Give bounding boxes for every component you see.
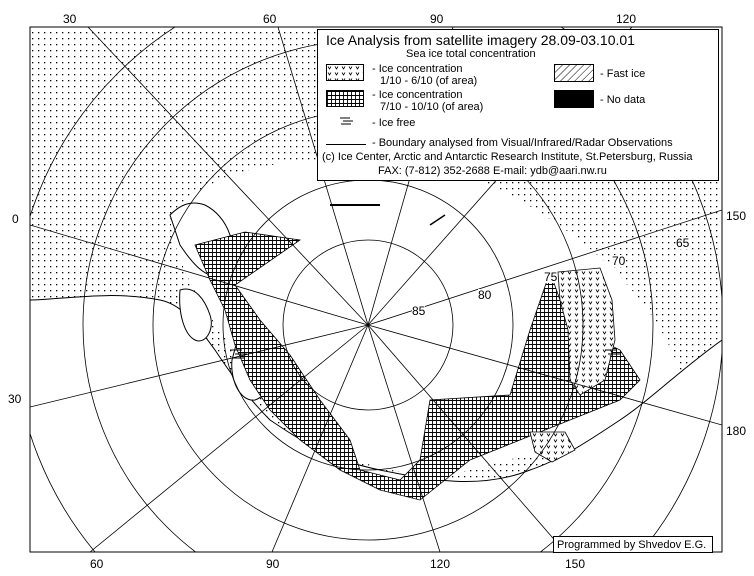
legend-high-line2: 7/10 - 10/10 (of area) [380,101,484,113]
legend-no-data: - No data [600,94,646,106]
no-data-swatch [554,90,594,108]
legend-high-line1: - Ice concentration [372,89,463,101]
legend-title: Ice Analysis from satellite imagery 28.09-03.10.01 [326,32,635,48]
legend-boundary: - Boundary analysed from Visual/Infrared/Radar Observations [372,137,673,149]
lon-label-top-30: 30 [63,12,77,26]
legend-box [317,29,719,181]
lat-label-65: 65 [676,236,690,250]
legend-subtitle: Sea ice total concentration [406,48,536,60]
legend-copyright: (c) Ice Center, Arctic and Antarctic Research Institute, St.Petersburg, Russia [322,151,693,163]
lat-label-75: 75 [544,270,558,284]
programmer-credit: Programmed by Shvedov E.G. [553,536,713,553]
legend-low-line2: 1/10 - 6/10 (of area) [380,75,478,87]
ice-free-swatch [340,116,354,126]
lon-label-left-0: 0 [12,212,19,226]
lon-label-left-30: 30 [8,392,22,406]
high-concentration-swatch [326,90,364,107]
lon-label-bottom-150: 150 [565,557,586,571]
lon-label-bottom-60: 60 [90,557,104,571]
legend-fast-ice: - Fast ice [600,68,646,80]
lon-label-right-180: 180 [726,424,747,438]
lon-label-top-120: 120 [616,12,637,26]
legend-ice-free: - Ice free [372,117,416,129]
legend-low-line1: - Ice concentration [372,63,463,75]
lon-label-bottom-120: 120 [430,557,451,571]
lon-label-right-150: 150 [726,209,747,223]
lon-label-bottom-90: 90 [266,557,280,571]
lat-label-85: 85 [412,304,426,318]
fast-ice-swatch [554,64,594,82]
boundary-line-swatch [326,144,366,145]
lat-label-80: 80 [478,288,492,302]
lat-label-70: 70 [612,254,626,268]
lon-label-top-60: 60 [263,12,277,26]
low-concentration-swatch [326,64,364,81]
lon-label-top-90: 90 [430,12,444,26]
legend-contact: FAX: (7-812) 352-2688 E-mail: ydb@aari.nw.ru [378,165,607,177]
